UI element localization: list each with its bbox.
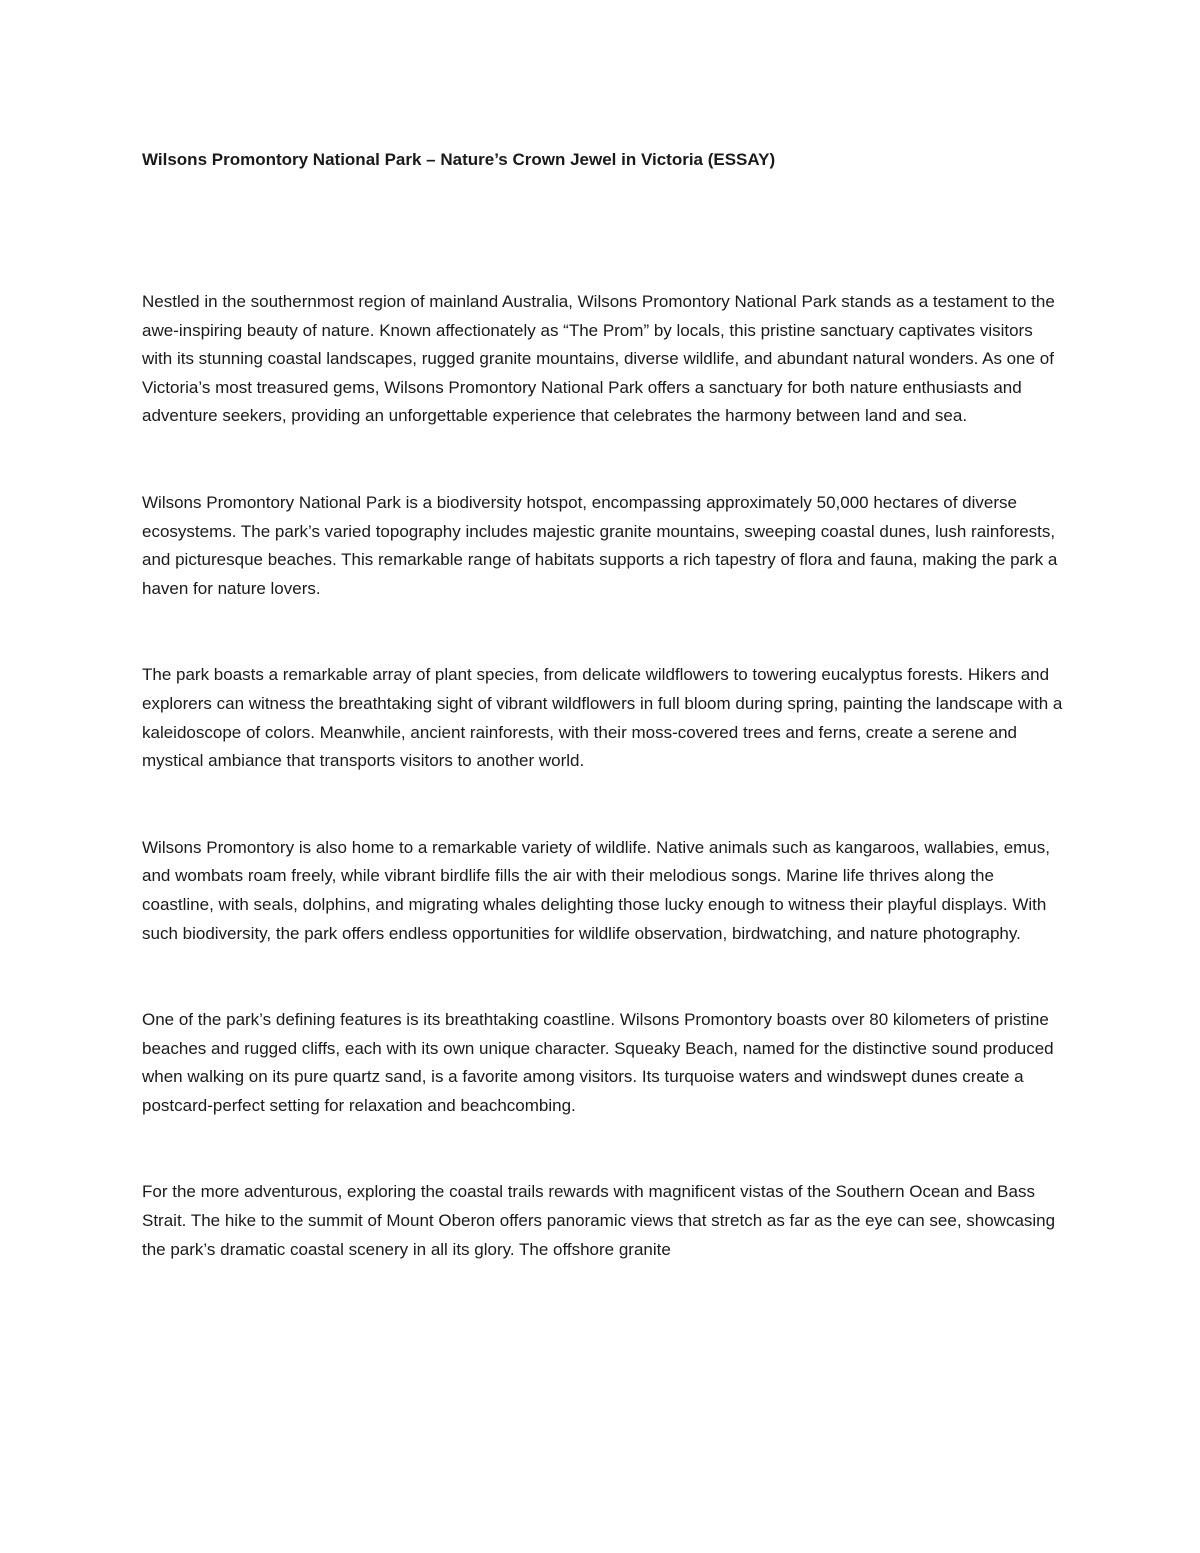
paragraph-intro: Nestled in the southernmost region of mainland Australia, Wilsons Promontory National Park stands as a testament to the awe-inspiring beauty of nature. Known affectionately as “The Prom” by locals, this pristine sanctuary captivates visitors with its stunning coastal landscapes, rugged granite mountains, diverse wildlife, and abundant natural wonders. As one of Victoria’s most treasured gems, Wilsons Promontory National Park offers a sanctuary for both nature enthusiasts and adventure seekers, providing an unforgettable experience that celebrates the harmony between land and sea. (142, 292, 1055, 426)
paragraph-flora: The park boasts a remarkable array of plant species, from delicate wildflowers to towering eucalyptus forests. Hikers and explorers can witness the breathtaking sight of vibrant wildflowers in full bloom during spring, painting the landscape with a kaleidoscope of colors. Meanwhile, ancient rainforests, with their moss-covered trees and ferns, create a serene and mystical ambiance that transports visitors to another world. (142, 665, 1063, 771)
paragraph-coastline: One of the park’s defining features is its breathtaking coastline. Wilsons Promontory boasts over 80 kilometers of pristine beaches and rugged cliffs, each with its own unique character. Squeaky Beach, named for the distinctive sound produced when walking on its pure quartz sand, is a favorite among visitors. Its turquoise waters and windswept dunes create a postcard-perfect setting for relaxation and beachcombing. (142, 1010, 1054, 1115)
paragraph-biodiversity: Wilsons Promontory National Park is a biodiversity hotspot, encompassing approximately 50,000 hectares of diverse ecosystems. The park’s varied topography includes majestic granite mountains, sweeping coastal dunes, lush rainforests, and picturesque beaches. This remarkable range of habitats supports a rich tapestry of flora and fauna, making the park a haven for nature lovers. (142, 492, 1058, 598)
document-body (142, 146, 1067, 1322)
paragraph-wildlife: Wilsons Promontory is also home to a remarkable variety of wildlife. Native animals such as kangaroos, wallabies, emus, and wombats roam freely, while vibrant birdlife fills the air with their melodious songs. Marine life thrives along the coastline, with seals, dolphins, and migrating whales delighting those lucky enough to witness their playful displays. With such biodiversity, the park offers endless opportunities for wildlife observation, birdwatching, and nature photography. (142, 837, 1050, 943)
paragraph-trails: For the more adventurous, exploring the coastal trails rewards with magnificent vistas of the Southern Ocean and Bass Strait. The hike to the summit of Mount Oberon offers panoramic views that stretch as far as the eye can see, showcasing the park’s dramatic coastal scenery in all its glory. The offshore granite (142, 1182, 1056, 1259)
document-title: Wilsons Promontory National Park – Nature’s Crown Jewel in Victoria (ESSAY) (142, 150, 776, 169)
